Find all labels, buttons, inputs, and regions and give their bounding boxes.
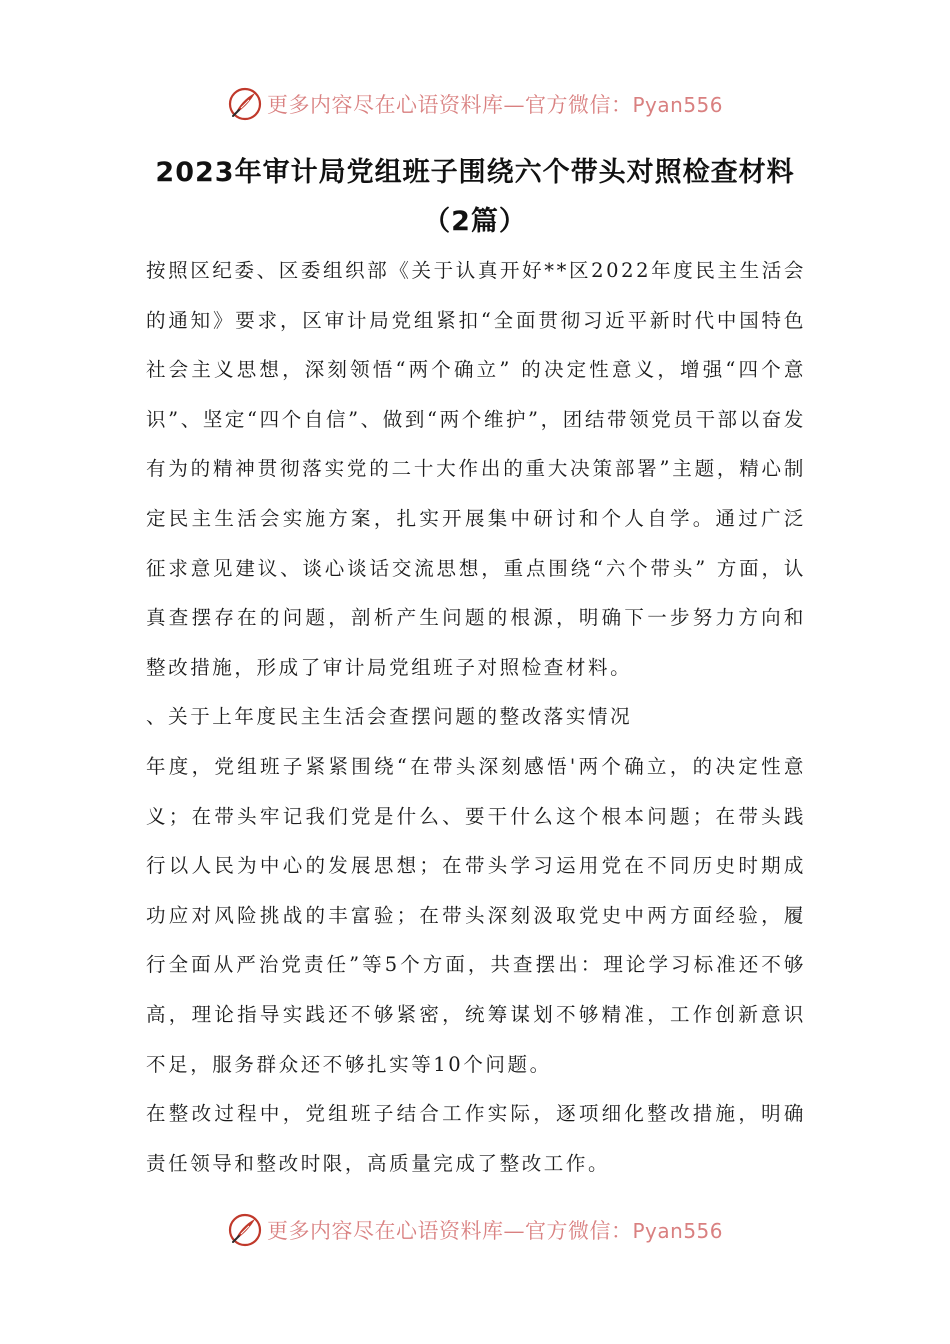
- section-heading: 、关于上年度民主生活会查摆问题的整改落实情况: [146, 705, 633, 729]
- paragraph-rectification: 在整改过程中，党组班子结合工作实际，逐项细化整改措施，明确责任领导和整改时限，高质量完成了整改工作。: [146, 1102, 806, 1175]
- watermark-text: [267, 89, 723, 119]
- document-title-count: （2篇）: [423, 206, 527, 237]
- watermark-text: [267, 1215, 723, 1245]
- document-body: [146, 246, 806, 1188]
- document-title: 2023年审计局党组班子围绕六个带头对照检查材料: [155, 157, 795, 188]
- watermark-label: 更多内容尽在心语资料库—官方微信：: [266, 1219, 633, 1243]
- quill-logo-icon: [227, 86, 263, 122]
- watermark-label: 更多内容尽在心语资料库—官方微信：: [266, 93, 633, 117]
- footer-watermark: [0, 1210, 950, 1250]
- paragraph-review: 年度，党组班子紧紧围绕“在带头深刻感悟'两个确立，的决定性意义；在带头牢记我们党是什么、要干什么这个根本问题；在带头践行以人民为中心的发展思想；在带头学习运用党在不同历史时期成功应对风险挑战的丰富验；在带头深刻汲取党史中两方面经验，履行全面从严治党责任”等5个方面，共查摆出：理论学习标准还不够高，理论指导实践还不够紧密，统筹谋划不够精准，工作创新意识不足，服务群众还不够扎实等10个问题。: [146, 754, 806, 1076]
- watermark-wechat-id: Pyan556: [632, 1219, 723, 1243]
- quill-logo-icon: [227, 1212, 263, 1248]
- paragraph-intro: 按照区纪委、区委组织部《关于认真开好**区2022年度民主生活会的通知》要求，区审计局党组紧扣“全面贯彻习近平新时代中国特色社会主义思想，深刻领悟“两个确立” 的决定性意义，增强“四个意识”、坚定“四个自信”、做到“两个维护”，团结带领党员干部以奋发有为的精神贯彻落实党的二十大作出的重大决策部署”主题，精心制定民主生活会实施方案，扎实开展集中研讨和个人自学。通过广泛征求意见建议、谈心谈话交流思想，重点围绕“六个带头” 方面，认真查摆存在的问题，剖析产生问题的根源，明确下一步努力方向和整改措施，形成了审计局党组班子对照检查材料。: [146, 259, 806, 679]
- header-watermark: [0, 84, 950, 124]
- watermark-wechat-id: Pyan556: [632, 93, 723, 117]
